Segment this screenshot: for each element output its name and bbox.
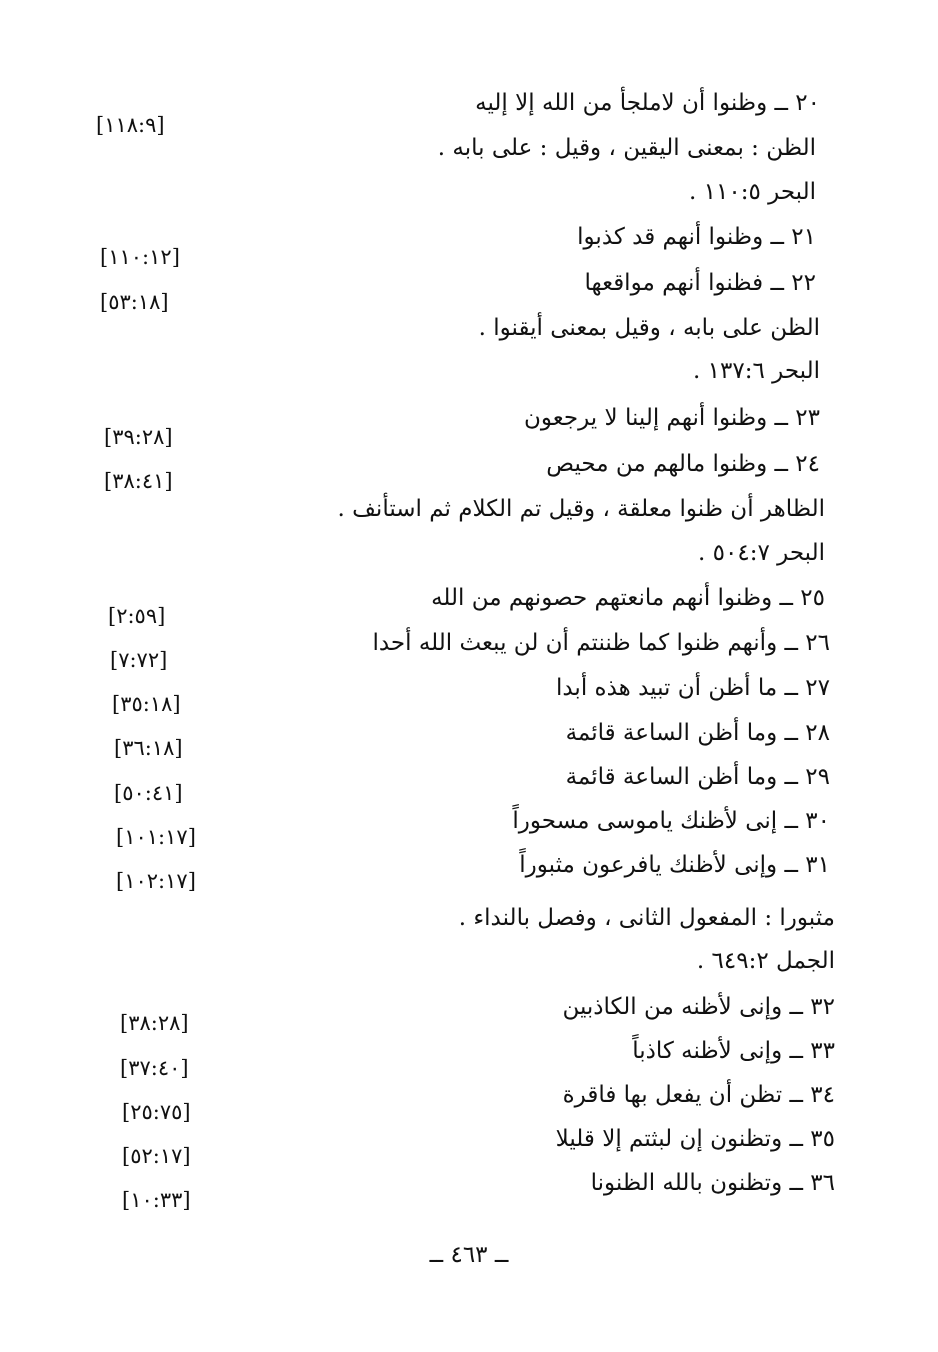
quran-reference: [١٠:٣٣] xyxy=(122,1188,191,1212)
verse-line: ٣٣ ــ وإنى لأظنه كاذباً xyxy=(632,1038,835,1064)
quran-reference: [٣٦:١٨] xyxy=(114,736,183,760)
quran-reference: [٣٨:٤١] xyxy=(104,469,173,493)
quran-reference: [٢:٥٩] xyxy=(108,604,166,628)
quran-reference: [١٠١:١٧] xyxy=(116,825,196,849)
verse-line: ٣٦ ــ وتظنون بالله الظنونا xyxy=(590,1170,835,1196)
verse-line: ٢٦ ــ وأنهم ظنوا كما ظننتم أن لن يبعث الله أحدا xyxy=(372,630,830,656)
verse-line: ٢٧ ــ ما أظن أن تبيد هذه أبدا xyxy=(555,675,830,701)
commentary-line: مثبورا : المفعول الثانى ، وفصل بالنداء . xyxy=(458,905,835,931)
page-number: ــ ٤٦٣ ــ xyxy=(429,1242,509,1268)
quran-reference: [٥٢:١٧] xyxy=(122,1144,191,1168)
commentary-line: الظاهر أن ظنوا معلقة ، وقيل تم الكلام ثم استأنف . xyxy=(337,496,825,522)
quran-reference: [٥٠:٤١] xyxy=(114,781,183,805)
quran-reference: [١١٠:١٢] xyxy=(100,245,180,269)
verse-line: ٣٢ ــ وإنى لأظنه من الكاذبين xyxy=(562,994,835,1020)
verse-line: ٢٠ ــ وظنوا أن لاملجأ من الله إلا إليه xyxy=(475,90,820,116)
verse-line: ٢٣ ــ وظنوا أنهم إلينا لا يرجعون xyxy=(524,405,820,431)
source-reference: الجمل ٦٤٩:٢ . xyxy=(696,948,835,974)
quran-reference: [٣٨:٢٨] xyxy=(120,1011,189,1035)
source-reference: البحر ٥٠٤:٧ . xyxy=(698,540,825,566)
quran-reference: [٢٥:٧٥] xyxy=(122,1100,191,1124)
source-reference: البحر ١٣٧:٦ . xyxy=(693,358,820,384)
verse-line: ٢٤ ــ وظنوا مالهم من محيص xyxy=(546,451,820,477)
quran-reference: [١٠٢:١٧] xyxy=(116,869,196,893)
verse-line: ٢٢ ــ فظنوا أنهم مواقعها xyxy=(584,270,816,296)
quran-reference: [١١٨:٩] xyxy=(96,113,165,137)
quran-reference: [٥٣:١٨] xyxy=(100,290,169,314)
quran-reference: [٣٥:١٨] xyxy=(112,692,181,716)
verse-line: ٢٥ ــ وظنوا أنهم مانعتهم حصونهم من الله xyxy=(431,585,825,611)
verse-line: ٣١ ــ وإنى لأظنك يافرعون مثبوراً xyxy=(519,852,830,878)
source-reference: البحر ١١٠:٥ . xyxy=(689,179,816,205)
verse-line: ٣٤ ــ تظن أن يفعل بها فاقرة xyxy=(562,1082,835,1108)
quran-reference: [٧:٧٢] xyxy=(110,648,168,672)
quran-reference: [٣٧:٤٠] xyxy=(120,1056,189,1080)
commentary-line: الظن على بابه ، وقيل بمعنى أيقنوا . xyxy=(478,315,820,341)
quran-reference: [٣٩:٢٨] xyxy=(104,425,173,449)
verse-line: ٢٩ ــ وما أظن الساعة قائمة xyxy=(565,764,830,790)
verse-line: ٣٥ ــ وتظنون إن لبثتم إلا قليلا xyxy=(555,1126,835,1152)
commentary-line: الظن : بمعنى اليقين ، وقيل : على بابه . xyxy=(437,135,816,161)
verse-line: ٢١ ــ وظنوا أنهم قد كذبوا xyxy=(577,224,816,250)
verse-line: ٣٠ ــ إنى لأظنك ياموسى مسحوراً xyxy=(512,808,830,834)
verse-line: ٢٨ ــ وما أظن الساعة قائمة xyxy=(565,720,830,746)
